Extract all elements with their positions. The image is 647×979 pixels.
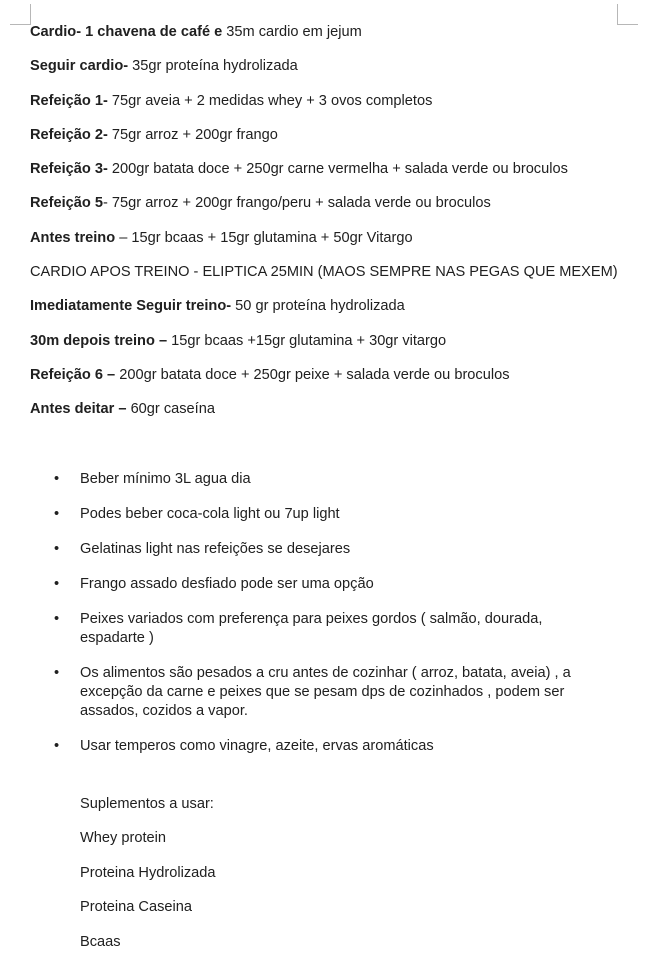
list-item: • Beber mínimo 3L agua dia <box>54 470 251 487</box>
supplement-item: Proteina Hydrolizada <box>80 864 216 881</box>
supplement-item: Whey protein <box>80 830 166 847</box>
page-corner-mark-left <box>10 4 31 25</box>
meal-line: CARDIO APOS TREINO - ELIPTICA 25MIN (MAOS SEMPRE NAS PEGAS QUE MEXEM) <box>30 264 618 281</box>
meal-line: Refeição 3- 200gr batata doce + 250gr carne vermelha + salada verde ou broculos <box>30 161 568 178</box>
meal-line: Refeição 5- 75gr arroz + 200gr frango/peru + salada verde ou broculos <box>30 195 491 212</box>
list-item: • Os alimentos são pesados a cru antes de cozinhar ( arroz, batata, aveia) , a excepção da carne e peixes que se pesam dps de cozinhados , podem ser assados, cozidos a vapor. <box>54 664 571 719</box>
list-item: • Peixes variados com preferença para peixes gordos ( salmão, dourada, espadarte ) <box>54 610 543 646</box>
meal-line: Cardio- 1 chavena de café e 35m cardio em jejum <box>30 24 362 40</box>
list-item: • Podes beber coca-cola light ou 7up light <box>54 505 340 522</box>
supplement-item: Bcaas <box>80 933 121 950</box>
bullet-icon: • <box>54 575 60 592</box>
supplement-item: Proteina Caseina <box>80 899 192 916</box>
meal-line: Refeição 2- 75gr arroz + 200gr frango <box>30 126 278 143</box>
supplements-section <box>30 794 630 952</box>
bullet-icon: • <box>54 505 60 522</box>
bullet-icon: • <box>54 540 60 557</box>
blank-line <box>30 772 630 794</box>
bullet-icon: • <box>54 470 60 487</box>
list-item: • Usar temperos como vinagre, azeite, ervas aromáticas <box>54 737 434 754</box>
meal-line: Antes deitar – 60gr caseína <box>30 401 215 418</box>
document-page <box>30 22 630 966</box>
meal-line: Antes treino – 15gr bcaas + 15gr glutamina + 50gr Vitargo <box>30 229 413 246</box>
meal-line: 30m depois treino – 15gr bcaas +15gr glutamina + 30gr vitargo <box>30 332 447 349</box>
meal-line: Imediatamente Seguir treino- 50 gr proteína hydrolizada <box>30 298 405 315</box>
meal-line: Refeição 6 – 200gr batata doce + 250gr peixe + salada verde ou broculos <box>30 366 510 383</box>
meal-line: Refeição 1- 75gr aveia + 2 medidas whey + 3 ovos completos <box>30 92 433 109</box>
notes-list <box>30 470 630 756</box>
bullet-icon: • <box>54 737 60 754</box>
meal-line: Seguir cardio- 35gr proteína hydrolizada <box>30 58 298 75</box>
blank-line <box>30 434 630 470</box>
list-item: • Frango assado desfiado pode ser uma opção <box>54 575 374 592</box>
supplements-heading: Suplementos a usar: <box>80 795 214 812</box>
list-item: • Gelatinas light nas refeições se desejares <box>54 540 351 557</box>
bullet-icon: • <box>54 664 60 681</box>
bullet-icon: • <box>54 610 60 627</box>
